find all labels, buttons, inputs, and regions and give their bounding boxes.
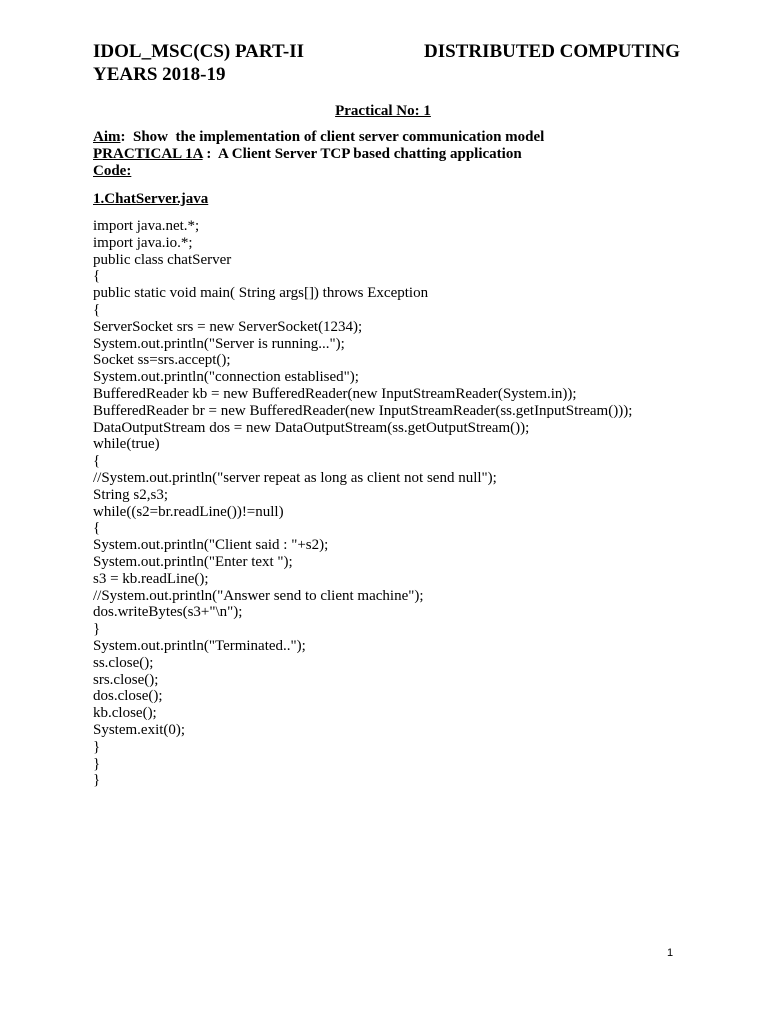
code-line: import java.net.*; bbox=[93, 218, 200, 234]
code-line: System.out.println("Enter text "); bbox=[93, 553, 293, 570]
code-line: { bbox=[93, 453, 101, 470]
practical-line bbox=[93, 146, 544, 163]
practical-number-text: Practical No: 1 bbox=[335, 103, 431, 119]
code-line: System.out.println("Server is running..."); bbox=[93, 335, 345, 352]
code-line: kb.close(); bbox=[93, 705, 157, 722]
code-line: } bbox=[93, 738, 101, 755]
code-listing bbox=[93, 218, 632, 789]
code-line: //System.out.println("Answer send to client machine"); bbox=[93, 587, 424, 604]
code-line: Socket ss=srs.accept(); bbox=[93, 352, 231, 369]
code-line: System.out.println("Terminated.."); bbox=[93, 637, 306, 654]
code-label-line bbox=[93, 163, 544, 180]
code-line: BufferedReader kb = new BufferedReader(new InputStreamReader(System.in)); bbox=[93, 385, 577, 402]
practical-text: : A Client Server TCP based chatting application bbox=[202, 146, 522, 162]
aim-line bbox=[93, 129, 544, 146]
header-year: YEARS 2018-19 bbox=[93, 64, 226, 85]
aim-text: : Show the implementation of client server communication model bbox=[120, 129, 545, 145]
code-line: { bbox=[93, 268, 101, 285]
code-line: System.out.println("Client said : "+s2); bbox=[93, 537, 329, 554]
file-title: 1.ChatServer.java bbox=[93, 191, 209, 207]
practical-label: PRACTICAL 1A bbox=[93, 146, 203, 162]
code-line: public static void main( String args[]) throws Exception bbox=[93, 285, 429, 302]
code-line: import java.io.*; bbox=[93, 234, 193, 251]
code-line: ss.close(); bbox=[93, 654, 154, 671]
code-line: public class chatServer bbox=[93, 251, 232, 268]
code-label: Code: bbox=[93, 163, 132, 179]
code-line: { bbox=[93, 520, 101, 537]
code-line: String s2,s3; bbox=[93, 486, 169, 503]
code-line: ServerSocket srs = new ServerSocket(1234); bbox=[93, 318, 363, 335]
code-line: System.exit(0); bbox=[93, 721, 186, 738]
code-line: { bbox=[93, 301, 101, 318]
page-number: 1 bbox=[667, 947, 674, 959]
code-line: BufferedReader br = new BufferedReader(new InputStreamReader(ss.getInputStream())); bbox=[93, 402, 633, 419]
code-line: } bbox=[93, 755, 101, 772]
aim-label: Aim bbox=[93, 129, 121, 145]
code-line: //System.out.println("server repeat as long as client not send null"); bbox=[93, 469, 497, 486]
code-line: } bbox=[93, 772, 101, 789]
code-line: dos.writeBytes(s3+"\n"); bbox=[93, 604, 243, 621]
header-subject: DISTRIBUTED COMPUTING bbox=[424, 41, 681, 62]
code-line: System.out.println("connection establised"); bbox=[93, 369, 359, 386]
code-line: dos.close(); bbox=[93, 688, 163, 705]
code-line: DataOutputStream dos = new DataOutputStream(ss.getOutputStream()); bbox=[93, 419, 530, 436]
page-header-left bbox=[93, 40, 304, 86]
code-line: while((s2=br.readLine())!=null) bbox=[93, 503, 284, 520]
code-line: srs.close(); bbox=[93, 671, 159, 688]
code-line: while(true) bbox=[93, 436, 160, 453]
code-line: } bbox=[93, 621, 101, 638]
practical-meta bbox=[93, 129, 544, 180]
header-course: IDOL_MSC(CS) PART-II bbox=[93, 41, 304, 62]
practical-number-title bbox=[0, 101, 768, 121]
code-line: s3 = kb.readLine(); bbox=[93, 570, 209, 587]
